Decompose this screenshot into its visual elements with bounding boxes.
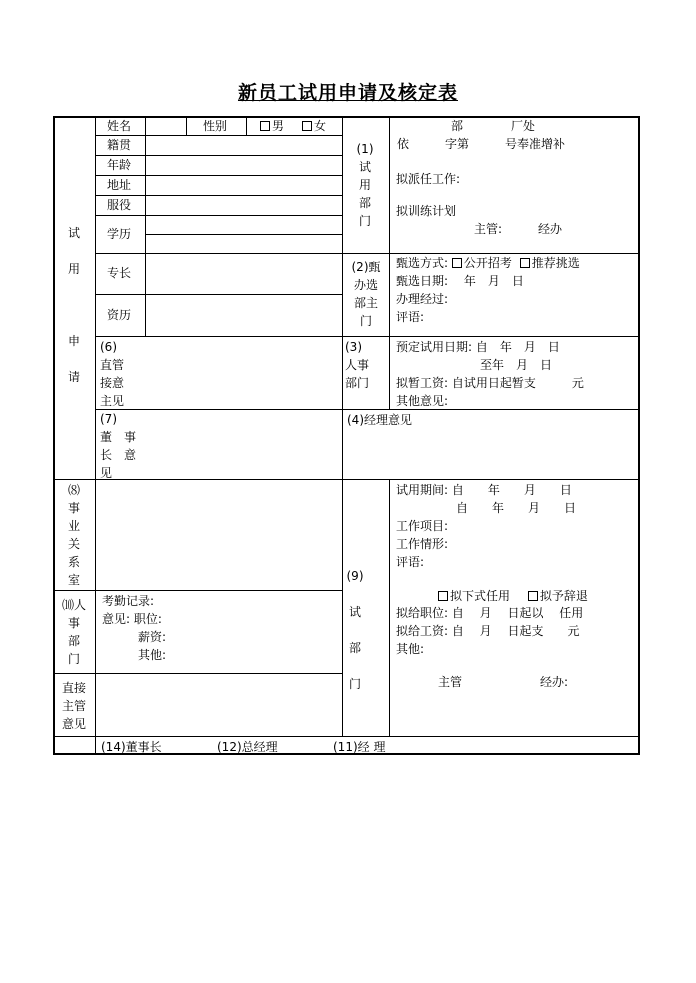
- opinion-position-label: 意见: 职位:: [102, 612, 162, 626]
- military-field[interactable]: [146, 196, 341, 214]
- checkbox-female[interactable]: 女: [302, 117, 326, 135]
- experience-field[interactable]: [146, 295, 341, 335]
- label-gender: 性别: [203, 119, 228, 133]
- label-screen-dept: (2)甄 办选 部主 门: [351, 260, 381, 328]
- label-affairs-office: ⑻ 事 业 关 系 室: [67, 483, 80, 587]
- trial-period-2: 自 年 月 日: [456, 501, 577, 515]
- label-manager-opinion: (6) 直管 接意 主见: [100, 340, 125, 408]
- checkbox-icon: [438, 591, 448, 601]
- assign-work-label: 拟派任工作:: [396, 172, 461, 186]
- grid-line: [53, 736, 640, 737]
- proposed-salary: 拟给工资: 自 月 日起支 元: [396, 624, 580, 638]
- grid-line: [342, 116, 343, 736]
- label-specialty: 专长: [107, 266, 132, 280]
- manager-opinion-area[interactable]: [343, 428, 639, 478]
- section-label-apply: 试 用 申 请: [67, 226, 80, 384]
- label-education: 学历: [107, 227, 132, 241]
- approval-ref-line: 依 字第 号奉准增补: [397, 137, 566, 151]
- footer-manager: (11)经 理: [333, 740, 386, 754]
- label-trial-dept-9: (9) 试 部 门: [346, 569, 364, 691]
- checkbox-icon: [452, 258, 462, 268]
- supervisor-label: 主管: [438, 675, 463, 689]
- checkbox-icon: [302, 121, 312, 131]
- label-hr-dept-10: ⑽人 事 部 门: [61, 598, 86, 666]
- label-trial-dept: (1) 试 用 部 门: [356, 142, 374, 228]
- label-experience: 资历: [107, 308, 132, 322]
- chairman-opinion-field[interactable]: [146, 410, 341, 478]
- screen-comment: 评语:: [396, 310, 425, 324]
- checkbox-formal[interactable]: 拟下式任用: [438, 589, 510, 603]
- screen-process: 办理经过:: [396, 292, 449, 306]
- manager-opinion-label: (4)经理意见: [347, 413, 412, 427]
- label-military: 服役: [107, 198, 132, 212]
- trial-start-date: 预定试用日期: 自 年 月 日: [396, 340, 560, 354]
- grid-line: [246, 116, 247, 135]
- manager-opinion-field[interactable]: [146, 337, 341, 408]
- trial-period-1: 试用期间: 自 年 月 日: [396, 483, 572, 497]
- grid-line: [186, 116, 187, 135]
- training-plan-label: 拟训练计划: [396, 204, 457, 218]
- grid-line: [389, 479, 390, 736]
- opinion-other-label: 其他:: [138, 648, 167, 662]
- grid-line: [53, 590, 342, 591]
- form-title: 新员工试用申请及核定表: [237, 82, 458, 104]
- specialty-field[interactable]: [146, 254, 341, 293]
- education-field[interactable]: [146, 216, 341, 252]
- attendance-label: 考勤记录:: [102, 594, 155, 608]
- proposed-position: 拟给职位: 自 月 日起以 任用: [396, 606, 584, 620]
- checkbox-dismiss[interactable]: 拟予辞退: [528, 589, 588, 603]
- label-native: 籍贯: [107, 138, 132, 152]
- label-hr-dept: (3) 人事 部门: [345, 340, 370, 390]
- trial-end-date: 至年 月 日: [480, 358, 553, 372]
- native-field[interactable]: [146, 136, 341, 154]
- age-field[interactable]: [146, 156, 341, 174]
- checkbox-public[interactable]: 公开招考: [452, 256, 512, 270]
- direct-supervisor-field[interactable]: [96, 674, 341, 735]
- checkbox-recommend[interactable]: 推荐挑选: [520, 256, 580, 270]
- work-items-label: 工作项目:: [396, 519, 449, 533]
- hr-other-opinion: 其他意见:: [396, 394, 449, 408]
- apply-signature-line: 主管: 经办: [474, 222, 563, 236]
- label-address: 地址: [107, 178, 132, 192]
- footer-chairman: (14)董事长: [101, 740, 162, 754]
- affairs-office-field[interactable]: [96, 480, 341, 589]
- grid-line: [95, 116, 96, 479]
- decision-row: [438, 587, 588, 605]
- checkbox-icon: [260, 121, 270, 131]
- address-field[interactable]: [146, 176, 341, 194]
- label-name: 姓名: [107, 119, 132, 133]
- trial-other-label: 其他:: [396, 642, 425, 656]
- label-chairman-opinion: (7) 董 事 长 意 见: [100, 412, 137, 480]
- checkbox-male[interactable]: 男: [260, 117, 284, 135]
- label-age: 年龄: [107, 158, 132, 172]
- opinion-salary-label: 薪资:: [138, 630, 167, 644]
- label-direct-supervisor: 直接 主管 意见: [61, 681, 86, 731]
- trial-comment-label: 评语:: [396, 555, 425, 569]
- screen-method-row: 甄选方式: 公开招考 推荐挑选: [396, 256, 580, 270]
- name-field[interactable]: [146, 117, 185, 134]
- temp-salary: 拟暂工资: 自试用日起暂支 元: [396, 376, 584, 390]
- footer-general-manager: (12)总经理: [217, 740, 278, 754]
- handler-label: 经办:: [540, 675, 569, 689]
- work-status-label: 工作情形:: [396, 537, 449, 551]
- dept-factory-line: 部 厂处: [451, 119, 536, 133]
- screen-date: 甄选日期: 年 月 日: [396, 274, 524, 288]
- checkbox-icon: [528, 591, 538, 601]
- grid-line: [389, 116, 390, 409]
- checkbox-icon: [520, 258, 530, 268]
